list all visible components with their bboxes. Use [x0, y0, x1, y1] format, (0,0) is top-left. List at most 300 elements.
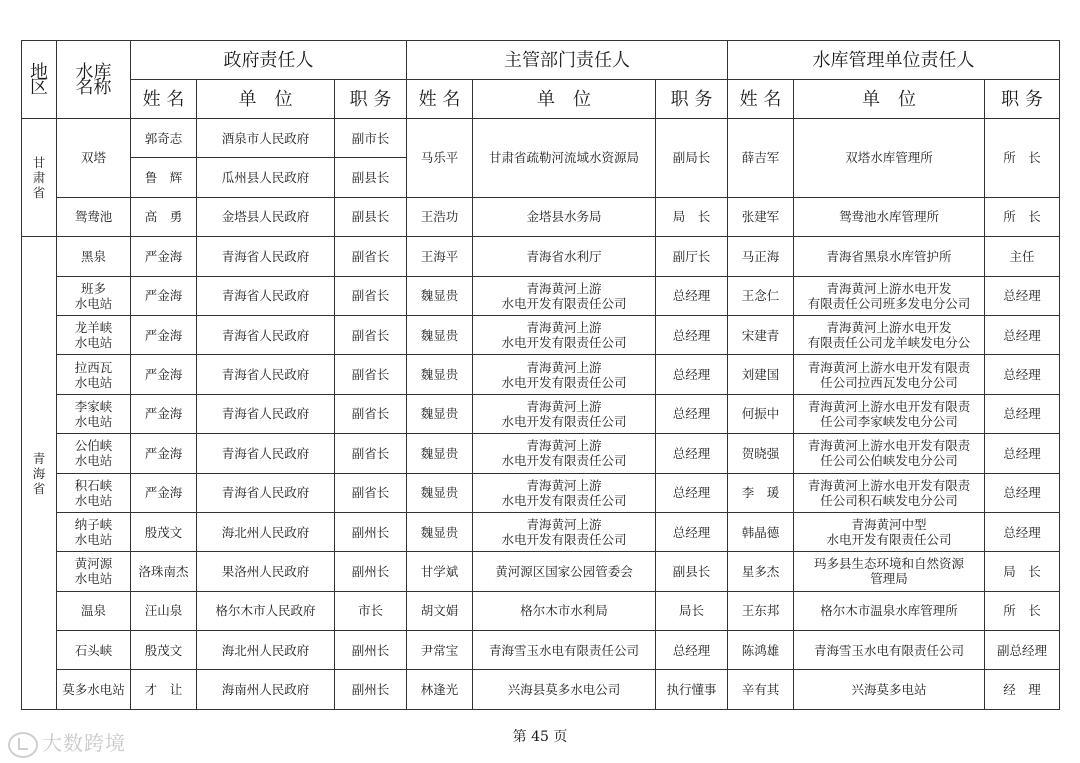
gov-position-cell-text: 副省长	[351, 485, 390, 501]
gov-name-cell	[131, 355, 197, 394]
mgmt-position-cell-text: 经 理	[1003, 682, 1041, 698]
dept-unit-cell	[473, 591, 656, 630]
watermark: 大数跨境	[8, 727, 126, 758]
dept-unit-cell	[473, 237, 656, 276]
dept-position-cell	[656, 591, 728, 630]
mgmt-unit-cell	[794, 394, 985, 433]
gov-name-cell	[131, 670, 197, 709]
mgmt-unit-cell-text: 青海黄河上游水电开发 有限责任公司班多发电分公司	[807, 280, 971, 311]
gov-unit-cell	[197, 670, 335, 709]
gov-unit-cell	[197, 512, 335, 551]
dept-position-cell	[656, 473, 728, 512]
mgmt-unit-cell-text: 青海黄河上游水电开发有限责 任公司拉西瓦发电分公司	[807, 359, 971, 390]
dept-name-cell	[407, 434, 473, 473]
mgmt-position-cell-text: 所 长	[1003, 209, 1041, 225]
gov-position-cell-text: 市长	[358, 603, 384, 619]
mgmt-unit-cell	[794, 355, 985, 394]
dept-name-cell-text: 马乐平	[420, 150, 459, 166]
dept-unit-cell	[473, 552, 656, 591]
dept-name-cell	[407, 670, 473, 709]
mgmt-position-cell-text: 总经理	[1003, 524, 1041, 540]
reservoir-name-cell-text: 班多 水电站	[74, 280, 113, 311]
mgmt-unit-cell	[794, 237, 985, 276]
mgmt-unit-cell	[794, 552, 985, 591]
gov-name-cell-text: 严金海	[144, 367, 183, 383]
reservoir-name-cell-text: 黑泉	[80, 248, 106, 264]
gov-position-cell-text: 副市长	[351, 130, 390, 146]
mgmt-position-cell	[985, 552, 1060, 591]
gov-position-cell	[335, 512, 407, 551]
mgmt-unit-cell-text: 青海省黑泉水库管护所	[826, 248, 952, 264]
gov-name-cell	[131, 276, 197, 315]
dept-unit-cell-text: 青海黄河上游 水电开发有限责任公司	[501, 477, 627, 508]
gov-position-cell-text: 副省长	[351, 406, 390, 422]
gov-unit-cell-text: 青海省人民政府	[221, 367, 310, 383]
mgmt-name-cell	[728, 512, 794, 551]
mgmt-unit-cell	[794, 473, 985, 512]
gov-unit-cell	[197, 355, 335, 394]
reservoir-name-cell-text: 公伯峡 水电站	[74, 438, 113, 469]
table-row	[22, 237, 1060, 276]
mgmt-position-cell-text: 所 长	[1003, 150, 1041, 166]
dept-name-cell-text: 魏显贵	[420, 367, 459, 383]
gov-position-cell-text: 副省长	[351, 248, 390, 264]
gov-position-cell-text: 副省长	[351, 327, 390, 343]
header-gov-unit: 单 位	[197, 80, 335, 119]
mgmt-name-cell-text: 何振中	[741, 406, 780, 422]
mgmt-unit-cell-text: 青海黄河上游水电开发 有限责任公司龙羊峡发电分公	[807, 320, 971, 351]
mgmt-name-cell	[728, 355, 794, 394]
reservoir-name-cell	[57, 276, 131, 315]
header-gov-name: 姓 名	[131, 80, 197, 119]
mgmt-name-cell	[728, 434, 794, 473]
dept-name-cell	[407, 552, 473, 591]
mgmt-unit-cell-text: 青海黄河上游水电开发有限责 任公司积石峡发电分公司	[807, 477, 971, 508]
table-row	[22, 119, 1060, 158]
gov-name-cell	[131, 158, 197, 197]
table-body	[22, 119, 1060, 710]
dept-position-cell-text: 局 长	[672, 209, 711, 225]
gov-name-cell-text: 严金海	[144, 485, 183, 501]
dept-name-cell-text: 尹常宝	[420, 642, 459, 658]
header-mgmt-position: 职 务	[985, 80, 1060, 119]
gov-unit-cell	[197, 394, 335, 433]
reservoir-name-cell-text: 李家峡 水电站	[74, 398, 113, 429]
dept-position-cell-text: 总经理	[672, 367, 711, 383]
mgmt-name-cell-text: 张建军	[741, 209, 780, 225]
gov-position-cell	[335, 237, 407, 276]
gov-unit-cell-text: 青海省人民政府	[221, 485, 310, 501]
region-cell-text: 青 海 省	[32, 450, 46, 496]
mgmt-unit-cell	[794, 591, 985, 630]
dept-unit-cell	[473, 631, 656, 670]
gov-position-cell-text: 副县长	[351, 170, 390, 186]
dept-unit-cell	[473, 512, 656, 551]
header-department: 主管部门责任人	[407, 41, 728, 80]
gov-unit-cell-text: 青海省人民政府	[221, 248, 310, 264]
reservoir-name-cell-text: 莫多水电站	[62, 682, 125, 698]
dept-position-cell	[656, 315, 728, 354]
reservoir-name-cell-text: 龙羊峡 水电站	[74, 320, 113, 351]
table-row	[22, 434, 1060, 473]
mgmt-position-cell	[985, 512, 1060, 551]
dept-unit-cell-text: 金塔县水务局	[526, 209, 602, 225]
dept-unit-cell-text: 青海黄河上游 水电开发有限责任公司	[501, 359, 627, 390]
dept-name-cell-text: 魏显贵	[420, 406, 459, 422]
gov-name-cell-text: 汪山泉	[144, 603, 183, 619]
dept-name-cell	[407, 473, 473, 512]
dept-position-cell-text: 总经理	[672, 406, 711, 422]
dept-name-cell	[407, 197, 473, 236]
dept-name-cell	[407, 591, 473, 630]
dept-position-cell	[656, 355, 728, 394]
gov-name-cell	[131, 434, 197, 473]
gov-position-cell	[335, 197, 407, 236]
gov-unit-cell-text: 酒泉市人民政府	[221, 130, 310, 146]
region-cell-text: 甘 肃 省	[32, 155, 46, 201]
dept-unit-cell-text: 青海黄河上游 水电开发有限责任公司	[501, 320, 627, 351]
reservoir-name-cell	[57, 434, 131, 473]
mgmt-name-cell-text: 王念仁	[741, 288, 780, 304]
gov-name-cell-text: 洛珠南杰	[138, 563, 189, 579]
gov-name-cell-text: 郭奇志	[144, 130, 183, 146]
reservoir-name-cell	[57, 315, 131, 354]
gov-position-cell-text: 副省长	[351, 367, 390, 383]
mgmt-unit-cell-text: 青海黄河上游水电开发有限责 任公司公伯峡发电分公司	[807, 438, 971, 469]
region-cell	[22, 119, 57, 237]
mgmt-name-cell	[728, 315, 794, 354]
mgmt-position-cell	[985, 315, 1060, 354]
table-row	[22, 276, 1060, 315]
dept-name-cell-text: 王海平	[420, 248, 459, 264]
dept-unit-cell	[473, 276, 656, 315]
gov-position-cell	[335, 434, 407, 473]
gov-unit-cell	[197, 158, 335, 197]
mgmt-unit-cell	[794, 119, 985, 198]
mgmt-unit-cell-text: 青海雪玉水电有限责任公司	[814, 642, 965, 658]
mgmt-unit-cell	[794, 631, 985, 670]
gov-unit-cell-text: 海南州人民政府	[221, 682, 310, 698]
mgmt-name-cell-text: 贺晓强	[741, 445, 780, 461]
mgmt-unit-cell	[794, 434, 985, 473]
table-row	[22, 512, 1060, 551]
dept-position-cell	[656, 276, 728, 315]
mgmt-position-cell-text: 副总经理	[997, 642, 1048, 658]
header-management: 水库管理单位责任人	[728, 41, 1060, 80]
dept-unit-cell-text: 青海黄河上游 水电开发有限责任公司	[501, 438, 627, 469]
gov-position-cell-text: 副县长	[351, 209, 390, 225]
gov-unit-cell	[197, 591, 335, 630]
dept-unit-cell-text: 青海省水利厅	[526, 248, 602, 264]
mgmt-unit-cell-text: 格尔木市温泉水库管理所	[820, 603, 958, 619]
dept-position-cell	[656, 512, 728, 551]
mgmt-name-cell-text: 李 瑗	[741, 485, 780, 501]
reservoir-name-cell-text: 积石峡 水电站	[74, 477, 113, 508]
gov-name-cell	[131, 394, 197, 433]
dept-unit-cell-text: 青海黄河上游 水电开发有限责任公司	[501, 280, 627, 311]
mgmt-position-cell	[985, 119, 1060, 198]
mgmt-unit-cell	[794, 315, 985, 354]
header-region: 地 区	[22, 41, 57, 119]
mgmt-position-cell	[985, 591, 1060, 630]
dept-name-cell-text: 胡文娟	[420, 603, 459, 619]
table-row	[22, 315, 1060, 354]
mgmt-name-cell	[728, 473, 794, 512]
dept-position-cell-text: 副厅长	[672, 248, 711, 264]
mgmt-name-cell	[728, 394, 794, 433]
gov-name-cell-text: 严金海	[144, 327, 183, 343]
gov-position-cell	[335, 355, 407, 394]
mgmt-position-cell	[985, 197, 1060, 236]
mgmt-position-cell-text: 主任	[1009, 248, 1035, 264]
gov-name-cell	[131, 197, 197, 236]
gov-unit-cell-text: 金塔县人民政府	[221, 209, 310, 225]
table-row	[22, 552, 1060, 591]
gov-position-cell	[335, 119, 407, 158]
mgmt-name-cell-text: 星多杰	[741, 563, 780, 579]
dept-position-cell-text: 总经理	[672, 327, 711, 343]
mgmt-position-cell	[985, 237, 1060, 276]
reservoir-name-cell-text: 黄河源 水电站	[74, 556, 113, 587]
gov-position-cell-text: 副州长	[351, 524, 390, 540]
dept-name-cell	[407, 631, 473, 670]
dept-position-cell-text: 总经理	[672, 445, 711, 461]
dept-position-cell	[656, 552, 728, 591]
header-dept-name: 姓 名	[407, 80, 473, 119]
mgmt-position-cell-text: 总经理	[1003, 485, 1041, 501]
gov-unit-cell	[197, 631, 335, 670]
dept-name-cell	[407, 237, 473, 276]
gov-name-cell-text: 高 勇	[144, 209, 183, 225]
dept-position-cell-text: 总经理	[672, 642, 711, 658]
header-reservoir-name: 水库 名称	[57, 41, 131, 119]
reservoir-name-cell-text: 纳子峡 水电站	[74, 517, 113, 548]
reservoir-name-cell	[57, 670, 131, 709]
header-dept-position: 职 务	[656, 80, 728, 119]
header-government: 政府责任人	[131, 41, 407, 80]
table-row	[22, 473, 1060, 512]
mgmt-unit-cell	[794, 276, 985, 315]
header-mgmt-unit: 单 位	[794, 80, 985, 119]
gov-unit-cell-text: 格尔木市人民政府	[215, 603, 316, 619]
mgmt-unit-cell-text: 鸳鸯池水库管理所	[839, 209, 940, 225]
mgmt-unit-cell-text: 双塔水库管理所	[845, 150, 933, 166]
mgmt-unit-cell	[794, 670, 985, 709]
gov-name-cell-text: 严金海	[144, 248, 183, 264]
mgmt-unit-cell	[794, 197, 985, 236]
dept-unit-cell-text: 甘肃省疏勒河流域水资源局	[489, 150, 640, 166]
dept-name-cell	[407, 119, 473, 198]
gov-unit-cell	[197, 315, 335, 354]
gov-position-cell	[335, 276, 407, 315]
gov-unit-cell-text: 海北州人民政府	[221, 642, 310, 658]
gov-position-cell-text: 副州长	[351, 642, 390, 658]
mgmt-name-cell-text: 薛吉军	[741, 150, 780, 166]
gov-name-cell	[131, 552, 197, 591]
gov-name-cell	[131, 512, 197, 551]
reservoir-name-cell	[57, 197, 131, 236]
dept-position-cell-text: 局长	[679, 603, 705, 619]
dept-unit-cell	[473, 670, 656, 709]
dept-unit-cell	[473, 315, 656, 354]
reservoir-name-cell	[57, 473, 131, 512]
dept-unit-cell	[473, 355, 656, 394]
dept-name-cell-text: 王浩功	[420, 209, 459, 225]
reservoir-name-cell	[57, 355, 131, 394]
mgmt-name-cell-text: 马正海	[741, 248, 780, 264]
gov-name-cell-text: 殷茂文	[144, 524, 183, 540]
dept-name-cell-text: 魏显贵	[420, 288, 459, 304]
gov-unit-cell	[197, 119, 335, 158]
table-header	[22, 41, 1060, 119]
mgmt-name-cell-text: 王东邦	[741, 603, 780, 619]
mgmt-unit-cell-text: 兴海莫多电站	[851, 682, 927, 698]
reservoir-name-cell-text: 鸳鸯池	[74, 209, 113, 225]
responsibility-table	[21, 40, 1060, 710]
table-row	[22, 591, 1060, 630]
reservoir-name-cell	[57, 237, 131, 276]
mgmt-position-cell	[985, 473, 1060, 512]
dept-name-cell-text: 林逢光	[420, 682, 459, 698]
table-row	[22, 355, 1060, 394]
mgmt-position-cell-text: 总经理	[1003, 288, 1041, 304]
gov-unit-cell-text: 果洛州人民政府	[221, 563, 310, 579]
table-row	[22, 631, 1060, 670]
dept-name-cell	[407, 394, 473, 433]
mgmt-name-cell	[728, 119, 794, 198]
reservoir-name-cell	[57, 512, 131, 551]
dept-unit-cell-text: 青海黄河上游 水电开发有限责任公司	[501, 398, 627, 429]
gov-name-cell	[131, 315, 197, 354]
dept-position-cell	[656, 237, 728, 276]
table-row	[22, 197, 1060, 236]
mgmt-name-cell	[728, 197, 794, 236]
dept-unit-cell-text: 青海黄河上游 水电开发有限责任公司	[501, 517, 627, 548]
mgmt-unit-cell-text: 青海黄河中型 水电开发有限责任公司	[826, 517, 952, 548]
dept-name-cell-text: 魏显贵	[420, 445, 459, 461]
table-row	[22, 670, 1060, 709]
mgmt-position-cell	[985, 394, 1060, 433]
gov-unit-cell	[197, 197, 335, 236]
page-number: 第 45 页	[512, 729, 568, 745]
gov-unit-cell-text: 青海省人民政府	[221, 445, 310, 461]
table-row	[22, 394, 1060, 433]
dept-position-cell-text: 副局长	[672, 150, 711, 166]
dept-name-cell	[407, 315, 473, 354]
gov-name-cell-text: 才 让	[144, 682, 183, 698]
gov-name-cell-text: 严金海	[144, 288, 183, 304]
gov-unit-cell	[197, 552, 335, 591]
gov-name-cell	[131, 473, 197, 512]
reservoir-name-cell-text: 石头峡	[74, 642, 113, 658]
reservoir-name-cell	[57, 119, 131, 198]
mgmt-name-cell	[728, 237, 794, 276]
gov-name-cell	[131, 237, 197, 276]
dept-name-cell	[407, 355, 473, 394]
dept-position-cell-text: 副县长	[672, 563, 711, 579]
gov-position-cell-text: 副州长	[351, 682, 390, 698]
reservoir-name-cell	[57, 394, 131, 433]
mgmt-position-cell-text: 总经理	[1003, 327, 1041, 343]
dept-unit-cell-text: 格尔木市水利局	[520, 603, 608, 619]
gov-position-cell	[335, 473, 407, 512]
dept-unit-cell	[473, 473, 656, 512]
gov-position-cell	[335, 591, 407, 630]
mgmt-position-cell-text: 总经理	[1003, 406, 1041, 422]
mgmt-position-cell	[985, 670, 1060, 709]
dept-position-cell-text: 总经理	[672, 288, 711, 304]
mgmt-name-cell	[728, 552, 794, 591]
mgmt-position-cell-text: 总经理	[1003, 445, 1041, 461]
gov-position-cell	[335, 158, 407, 197]
mgmt-unit-cell-text: 玛多县生态环境和自然资源 管理局	[814, 556, 965, 587]
header-dept-unit: 单 位	[473, 80, 656, 119]
dept-unit-cell	[473, 119, 656, 198]
dept-position-cell	[656, 197, 728, 236]
gov-unit-cell	[197, 473, 335, 512]
mgmt-name-cell-text: 韩晶德	[741, 524, 780, 540]
reservoir-name-cell-text: 温泉	[80, 603, 106, 619]
dept-unit-cell-text: 青海雪玉水电有限责任公司	[489, 642, 640, 658]
header-mgmt-name: 姓 名	[728, 80, 794, 119]
mgmt-unit-cell-text: 青海黄河上游水电开发有限责 任公司李家峡发电分公司	[807, 398, 971, 429]
header-gov-position: 职 务	[335, 80, 407, 119]
gov-name-cell-text: 严金海	[144, 406, 183, 422]
gov-unit-cell-text: 瓜州县人民政府	[221, 170, 310, 186]
gov-name-cell	[131, 591, 197, 630]
gov-name-cell-text: 鲁 辉	[144, 170, 183, 186]
reservoir-name-cell	[57, 591, 131, 630]
gov-unit-cell	[197, 434, 335, 473]
dept-name-cell-text: 魏显贵	[420, 327, 459, 343]
dept-name-cell	[407, 276, 473, 315]
gov-unit-cell-text: 青海省人民政府	[221, 288, 310, 304]
dept-name-cell	[407, 512, 473, 551]
dept-unit-cell	[473, 394, 656, 433]
mgmt-unit-cell	[794, 512, 985, 551]
gov-unit-cell	[197, 237, 335, 276]
mgmt-name-cell-text: 宋建青	[741, 327, 780, 343]
dept-position-cell	[656, 434, 728, 473]
gov-name-cell-text: 殷茂文	[144, 642, 183, 658]
mgmt-position-cell-text: 局 长	[1003, 563, 1041, 579]
dept-position-cell	[656, 119, 728, 198]
reservoir-name-cell	[57, 631, 131, 670]
gov-position-cell-text: 副州长	[351, 563, 390, 579]
gov-position-cell-text: 副省长	[351, 288, 390, 304]
gov-position-cell	[335, 670, 407, 709]
mgmt-position-cell	[985, 434, 1060, 473]
mgmt-name-cell	[728, 631, 794, 670]
mgmt-name-cell-text: 辛有其	[741, 682, 780, 698]
gov-name-cell	[131, 631, 197, 670]
gov-name-cell	[131, 119, 197, 158]
dept-unit-cell	[473, 197, 656, 236]
mgmt-name-cell	[728, 591, 794, 630]
mgmt-position-cell-text: 所 长	[1003, 603, 1041, 619]
reservoir-name-cell	[57, 552, 131, 591]
mgmt-position-cell	[985, 355, 1060, 394]
dept-position-cell	[656, 670, 728, 709]
dept-position-cell	[656, 394, 728, 433]
gov-position-cell	[335, 315, 407, 354]
dept-unit-cell-text: 黄河源区国家公园管委会	[495, 563, 633, 579]
gov-unit-cell-text: 青海省人民政府	[221, 406, 310, 422]
mgmt-position-cell	[985, 631, 1060, 670]
dept-position-cell-text: 总经理	[672, 485, 711, 501]
mgmt-name-cell-text: 刘建国	[741, 367, 780, 383]
region-cell	[22, 237, 57, 710]
